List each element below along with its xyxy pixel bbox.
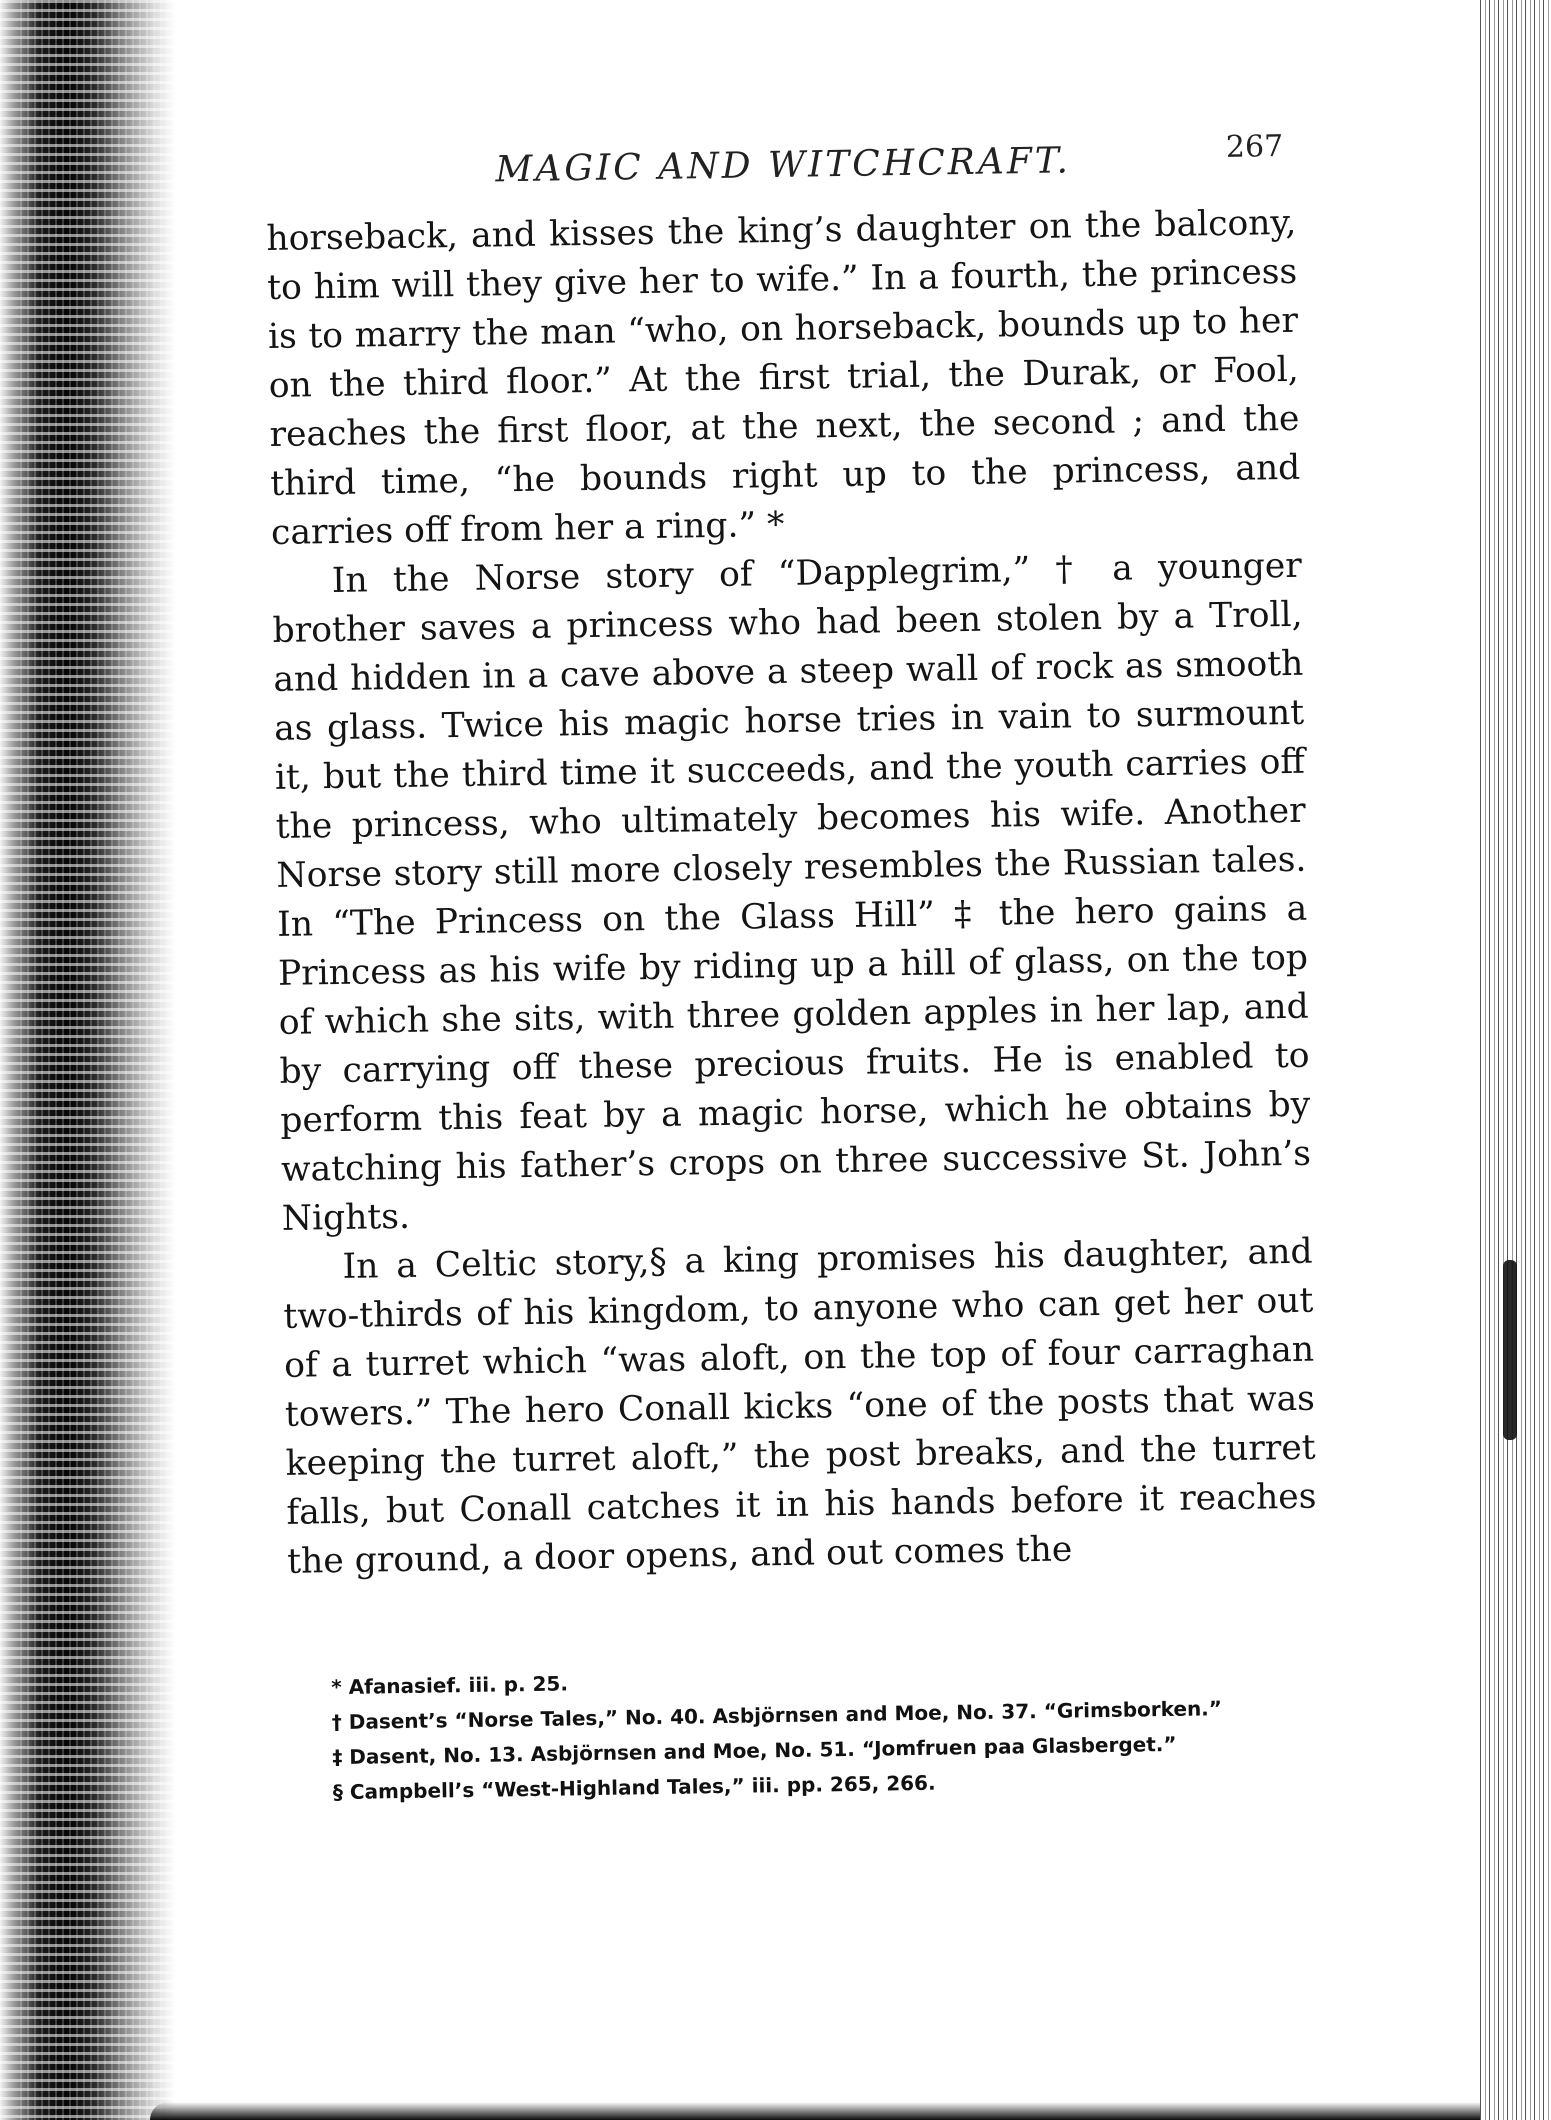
footnotes [289,1655,1321,1811]
page-edge-stack [1477,0,1551,2120]
footnote: † Dasent’s “Norse Tales,” No. 40. Asbjörnsen and Moe, No. 37. “Grimsborken.” [331,1696,1223,1735]
spine-texture [20,0,170,2120]
paragraph-dapplegrim: In the Norse story of “Dapplegrim,” † a younger brother saves a princess who had been stolen by a Troll, and hidden in a cave above a steep wall of rock as smooth as glass. Twice his magic horse tries in vain to surmount it, but the third time it succeeds, and the youth carries off the princess, who ultimately becomes his wife. Another Norse story still more closely resembles the Russian tales. In “The Princess on the Glass Hill” ‡ the hero gains a Princess as his wife by riding up a hill of glass, on the top of which she sits, with three golden apples in her lap, and by carrying off these precious fruits. He is enabled to perform this feat by a magic horse, which he obtains by watching his father’s crops on three successive St. John’s Nights. [272,545,1312,1239]
page-number: 267 [1225,129,1284,165]
page-edge-mark [1503,1260,1517,1440]
bottom-page-shadow [150,2102,1480,2120]
footnote: ‡ Dasent, No. 13. Asbjörnsen and Moe, No. 51. “Jomfruen paa Glasberget.” [332,1731,1177,1770]
paragraph-celtic-story: In a Celtic story,§ a king promises his daughter, and two-thirds of his kingdom, to anyone who can get her out of a turret which “was aloft, on the top of four carraghan towers.” The hero Conall kicks “one of the posts that was keeping the turret aloft,” the post breaks, and the turret falls, but Conall catches it in his hands before it reaches the ground, a door opens, and out comes the [283,1231,1317,1582]
body-text [266,199,1317,1587]
footnote: * Afanasief. iii. p. 25. [331,1671,569,1700]
book-page [265,129,1321,1811]
running-title: MAGIC AND WITCHCRAFT. [495,140,1072,191]
paragraph-continuation: horseback, and kisses the king’s daughter on the balcony, to him will they give her to wife.” In a fourth, the princess is to marry the man “who, on horseback, bounds up to her on the third floor.” At the first trial, the Durak, or Fool, reaches the first floor, at the next, the second ; and the third time, “he bounds right up to the princess, and carries off from her a ring.” * [266,202,1301,553]
footnote: § Campbell’s “West-Highland Tales,” iii. pp. 265, 266. [332,1770,936,1805]
